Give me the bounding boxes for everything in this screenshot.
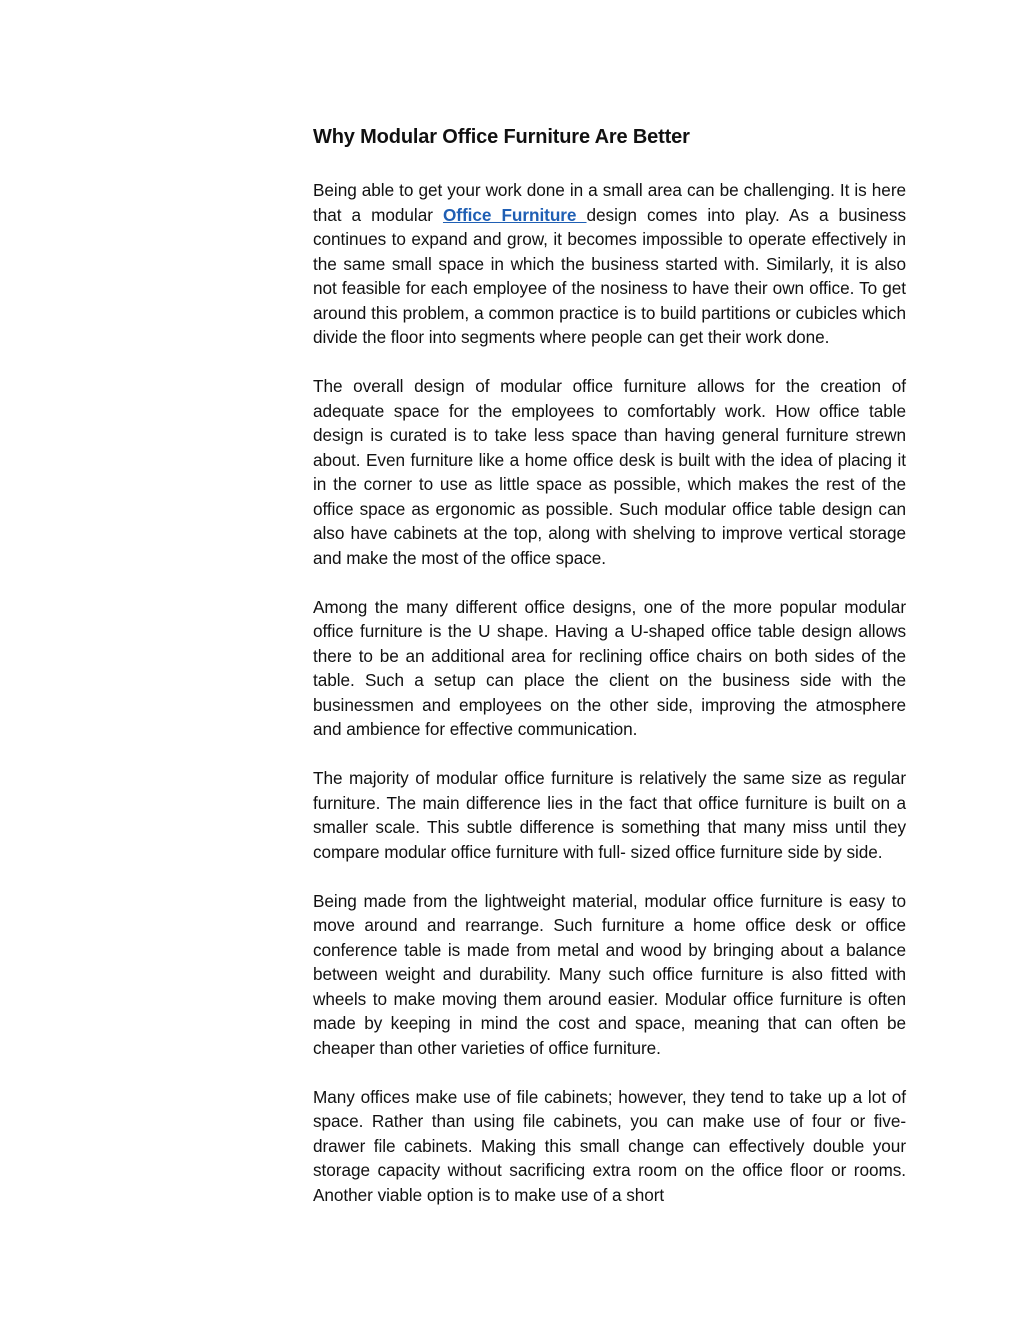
paragraph-file-cabinets: Many offices make use of file cabinets; however, they tend to take up a lot of space. Rather than using file cabinets, you can make use of four or five-drawer file cabinets. Making this small change can effectively double your storage capacity without sacrificing extra room on the office floor or rooms. Another viable option is to make use of a short xyxy=(313,1086,906,1205)
office-furniture-link[interactable]: Office Furniture xyxy=(442,204,587,225)
paragraph-size: The majority of modular office furniture is relatively the same size as regular furniture. The main difference lies in the fact that office furniture is built on a smaller scale. This subtle difference is something that many miss until they compare modular office furniture with full- sized office furniture side by side. xyxy=(313,768,906,862)
paragraph-u-shape: Among the many different office designs, one of the more popular modular office furniture is the U shape. Having a U-shaped office table design allows there to be an additional area for reclining office chairs on both sides of the table. Such a setup can place the client on the business side with the businessmen and employees on the other side, improving the atmosphere and ambience for effective communication. xyxy=(313,596,906,739)
paragraph-design: The overall design of modular office furniture allows for the creation of adequate space for the employees to comfortably work. How office table design is curated is to take less space than having general furniture strewn about. Even furniture like a home office desk is built with the idea of placing it in the corner to use as little space as possible, which makes the rest of the office space as ergonomic as possible. Such modular office table design can also have cabinets at the top, along with shelving to improve vertical storage and make the most of the office space. xyxy=(313,376,906,568)
article-body xyxy=(313,123,906,1232)
intro-paragraph xyxy=(313,178,906,350)
intro-text-before-link: Being able to get your work done in a small area can be challenging. It is here that a modular xyxy=(313,180,906,225)
article-title: Why Modular Office Furniture Are Better xyxy=(313,126,690,148)
intro-text-after-link: design comes into play. As a business continues to expand and grow, it becomes impossible to operate effectively in the same small space in which the business started with. Similarly, it is also not feasible for each employee of the nosiness to have their own office. To get around this problem, a common practice is to build partitions or cubicles which divide the floor into segments where people can get their work done. xyxy=(313,204,906,347)
paragraph-lightweight: Being made from the lightweight material, modular office furniture is easy to move around and rearrange. Such furniture a home office desk or office conference table is made from metal and wood by bringing about a balance between weight and durability. Many such office furniture is also fitted with wheels to make moving them around easier. Modular office furniture is often made by keeping in mind the cost and space, meaning that can often be cheaper than other varieties of office furniture. xyxy=(313,890,906,1058)
